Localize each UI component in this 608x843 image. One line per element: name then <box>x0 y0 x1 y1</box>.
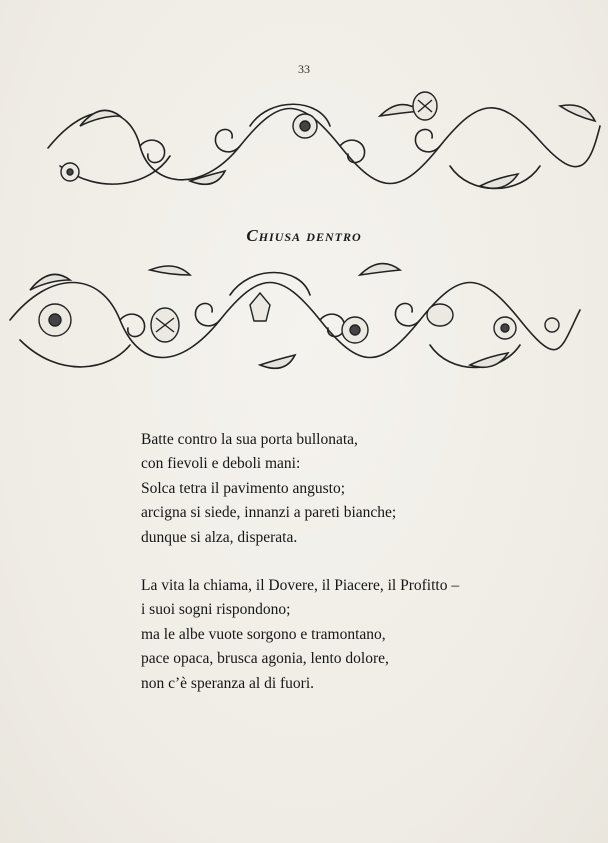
poem-line: con fievoli e deboli mani: <box>141 455 301 473</box>
vine-scroll <box>10 283 580 358</box>
vine-scroll <box>48 108 600 184</box>
poem-title: Chiusa dentro <box>246 226 362 245</box>
flower-rosette <box>61 92 437 181</box>
poem-line: dunque si alza, disperata. <box>141 528 298 546</box>
poem-line: arcigna si siede, innanzi a pareti bianche; <box>141 504 397 522</box>
poem-line: Batte contro la sua porta bullonata, <box>141 431 358 448</box>
poem-line: Solca tetra il pavimento angusto; <box>141 479 346 497</box>
poem-line: pace opaca, brusca agonia, lento dolore, <box>141 650 389 668</box>
page-number: 33 <box>298 62 310 76</box>
bottom-floral-ornament <box>0 250 608 390</box>
flower-rosette <box>39 293 559 343</box>
poem-line: non c’è speranza al di fuori. <box>141 674 315 692</box>
poem-line: i suoi sogni rispondono; <box>141 601 291 619</box>
poem-body <box>141 428 581 720</box>
stanza-1 <box>141 428 581 550</box>
poem-line: La vita la chiama, il Dovere, il Piacere, il Profitto – <box>141 577 460 595</box>
top-floral-ornament <box>0 86 608 210</box>
stanza-2 <box>141 574 581 696</box>
poem-line: ma le albe vuote sorgono e tramontano, <box>141 625 386 643</box>
